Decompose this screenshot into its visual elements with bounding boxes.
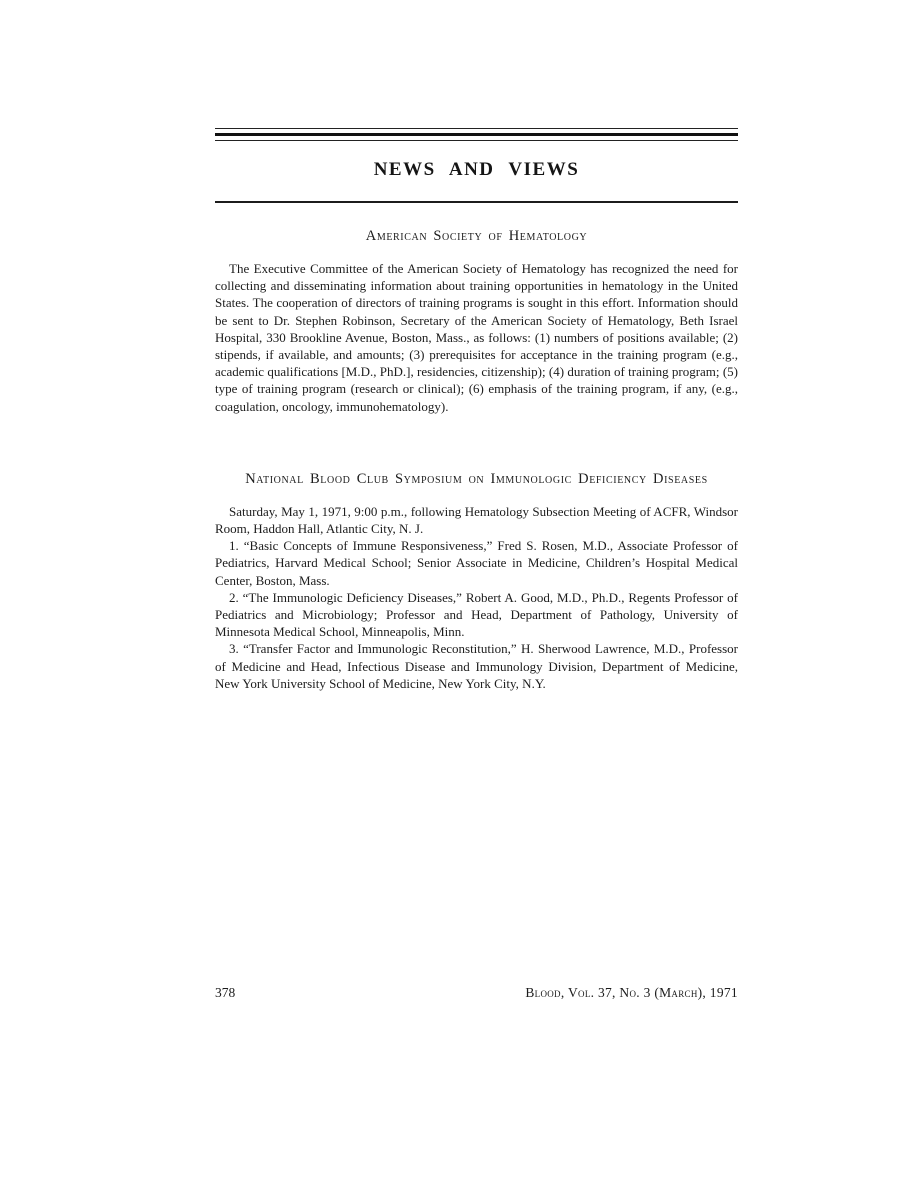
title-underline-rule — [215, 201, 738, 203]
page-content — [215, 128, 738, 692]
paragraph-talk-1-rosen: 1. “Basic Concepts of Immune Responsiveness,” Fred S. Rosen, M.D., Associate Professor of Pediatrics, Harvard Medical School; Senior Associate in Medicine, Children’s Hospital Medical Center, Boston, Mass. — [215, 538, 738, 588]
page-title: NEWS AND VIEWS — [373, 159, 580, 180]
rule-thick — [215, 133, 738, 136]
page-number: 378 — [215, 985, 236, 1000]
section-heading-blood-club-symposium: National Blood Club Symposium on Immunologic Deficiency Diseases — [245, 470, 708, 487]
rule-thin-top — [215, 128, 738, 129]
top-triple-rule — [215, 128, 738, 141]
paragraph-talk-2-good: 2. “The Immunologic Deficiency Diseases,” Robert A. Good, M.D., Ph.D., Regents Professor of Pediatrics and Microbiology; Professor and Head, Department of Pathology, University of Minnesota Medical School, Minneapolis, Minn. — [215, 589, 738, 640]
journal-citation: Blood, Vol. 37, No. 3 (March), 1971 — [525, 985, 738, 1000]
paragraph-talk-3-lawrence: 3. “Transfer Factor and Immunologic Reconstitution,” H. Sherwood Lawrence, M.D., Professor of Medicine and Head, Infectious Disease and Immunology Division, Department of Medicine, New York University School of Medicine, New York City, N.Y. — [215, 641, 738, 691]
paragraph-symposium-datetime: Saturday, May 1, 1971, 9:00 p.m., following Hematology Subsection Meeting of ACFR, Windsor Room, Haddon Hall, Atlantic City, N. J. — [215, 503, 738, 537]
rule-thin-bottom — [215, 140, 738, 141]
section-heading-american-society: American Society of Hematology — [365, 228, 588, 244]
paragraph-executive-committee: The Executive Committee of the American Society of Hematology has recognized the need for collecting and disseminating information about training opportunities in hematology in the United States. The cooperation of directors of training programs is sought in this effort. Information should be sent to Dr. Stephen Robinson, Secretary of the American Society of Hematology, Beth Israel Hospital, 330 Brookline Avenue, Boston, Mass., as follows: (1) numbers of positions available; (2) stipends, if available, and amounts; (3) prerequisites for acceptance in the training program (e.g., academic qualifications [M.D., PhD.], residencies, citizenship); (4) duration of training program; (5) type of training program (research or clinical); (6) emphasis of the training program, if any, (e.g., coagulation, oncology, immunohematology). — [215, 261, 738, 414]
page-footer — [215, 985, 738, 1001]
